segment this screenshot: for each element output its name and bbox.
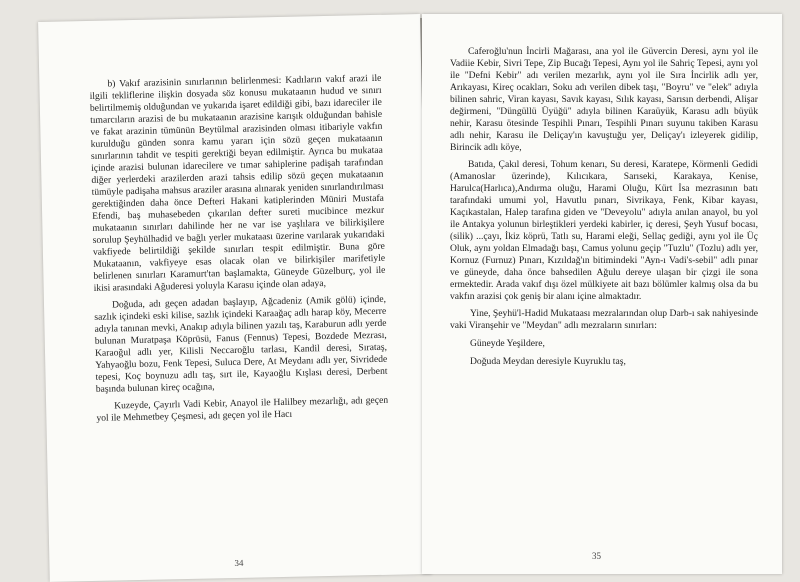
paragraph: Batıda, Çakıl deresi, Tohum kenarı, Su deresi, Karatepe, Körmenli Gedidi (Amanoslar üzerinde), Kılıcıkara, Sarıseki, Karakaya, Kenise, Harulca(Harlıca),Andırma oluğu, Harami Oluğu, Kürt İsa mezrasının batı tarafındaki umumi yol, Havutlu pınarı, Sivrikaya, Fenk, Kibar kayası, Kaçıkastalan, Halep tarafına giden ve "Deveyolu" adıyla anılan anayol, bu yol ile Antakya yolunun birleştikleri yerdeki kabirler, iç deresi, Şeyh Yusuf bocası, (silik) ...çayı, İkiz köprü, Tatlı su, Harami eleği, Sellaç gediği, aynı yol ile Üç Oluk, aynı yoldan Elmadağı başı, Camus yolunu geçip "Tuzlu" (Tozlu) adlı yer, Kornuz (Furnuz) Pınarı, Kızıldağ'ın bitimindeki "Ayn-ı Vadi's-sebil" adlı pınar ve güneyde, daha önce bahsedilen Ağulu dereye ulaşan bir çizgi ile sona ermektedir. Arada vakıf dışı özel mülkiyete ait bazı bölümler kalmış olsa da bu vakfın arazisi çok geniş bir alanı içine almaktadır. xyxy=(450,159,758,302)
page-number: 34 xyxy=(234,557,244,569)
paragraph: Caferoğlu'nun İncirli Mağarası, ana yol ile Güvercin Deresi, aynı yol ile Vadiie Kebir, Sivri Tepe, Zip Bucağı Tepesi, Aynı yol ile Sahriç Tepesi, aynı yol ile "Defni Kebir" adı verilen mezarlık, aynı yol ile Sıra İncirlik adlı yer, Arıkayası, Kireç ocakları, Soku adı verilen dibek taşı, "Boyru" ve "elek" adıyla bilinen sahric, Viran kayası, Savık kayası, Sılık kayası, Sarısın derbendi, Alişar değirmeni, "Düngüllü Üyüğü" adıyla bilinen Karaüyük, Karasu adlı büyük nehir, Karasu ötesinde Tespihli Pınarı, Tespihli Pınarı suyunu takiben Karasu adlı nehir, Karasu ile Deliçay'ın kavuştuğu yer, Deliçay'ı izleyerek gidilip, Birincik adlı köye, xyxy=(450,46,758,153)
right-page xyxy=(422,14,782,574)
left-page xyxy=(38,14,432,582)
paragraph: Doğuda, adı geçen adadan başlayıp, Ağcadeniz (Amik gölü) içinde, sazlık içindeki eski kilise, sazlık içindeki Karaağaç adlı harap köy, Mecerre adıyla tanınan mevki, Anakıp adıyla bilinen yazılı taş, Karaburun adlı yerde bulunan Muratpaşa Köprüsü, Fanus (Fennus) Tepesi, Bozdede Mezrası, Karaoğul adlı yer, Kilisli Neccaroğlu tarlası, Kandil deresi, Sırataş, Yahyaoğlu bozu, Fenk Tepesi, Suluca Dere, At Meydanı adlı yer, Sivridede tepesi, Koç boynuzu adlı taş, sırt ile, Kayaoğlu Kışlası deresi, Derbent başında bulunan kireç ocağına, xyxy=(94,293,388,395)
paragraph: Güneyde Yeşildere, xyxy=(470,338,545,349)
page-number: 35 xyxy=(592,551,601,561)
paragraph: Doğuda Meydan deresiyle Kuyruklu taş, xyxy=(470,356,626,367)
right-page-text xyxy=(450,46,758,374)
left-page-text xyxy=(89,73,388,430)
paragraph: Yine, Şeyhü'l-Hadid Mukataası mezralarından olup Darb-ı sak nahiyesinde vaki Viranşehir ve "Meydan" adlı mezraların sınırları: xyxy=(450,308,758,331)
paragraph: Kuzeyde, Çayırlı Vadi Kebir, Anayol ile Halilbey mezarlığı, adı geçen yol ile Mehmetbey Çeşmesi, adı geçen yol ile Hacı xyxy=(96,394,389,424)
paragraph: b) Vakıf arazisinin sınırlarının belirlenmesi: Kadıların vakıf arazi ile ilgili tekliflerine ilişkin dosyada söz konusu mukataanın hudud ve sınırı belirtilmemiş olduğundan ve yukarıda işaret edildiği gibi, bazı idareciler ile tımarcıların arazisi de bu mukataanın arazisine karışık olduğundan bahisle ve fakat arazinin tümünün Beytülmal arazisinden olması itibariyle vakfın kurulduğu günden sonra kamu yararı için sözü geçen mukataanın sınırlarının tahdit ve tespiti gerektiği beyan edilmiştir. Ayrıca bu mukataa içinde arazisi bulunan idarecilere ve tımar sahiplerine padişah tarafından diğer yerlerdeki arazilerden arazi tahsis edilip sözü geçen mukataanın tümüyle padişaha mahsus araziler arasına alınarak yeniden sınırlandırılması gerektiğinden daha önce Defteri Hakani katiplerinden Müniri Mustafa Efendi, baş muhasebeden çıkarılan defter sureti mucibince mezkur mukataanın sınırları dahilinde her ne var ise yaşlılara ve bilirkişilere sorulup Şeyhülhadid ve bağlı yerler mukataası üzerine varılarak yukarıdaki vakfiyede belirtildiği şekilde sınırları tespit edilmiştir. Buna göre Mukataanın, vakfiyeye esas olacak olan ve bilirkişiler marifetiyle belirlenen sınırları Karamurt'tan başlamakta, Güneyde Güzelburç, yol ile ikisi arasındaki Ağuderesi yoluyla Karasu içinde olan adaya, xyxy=(89,72,386,294)
